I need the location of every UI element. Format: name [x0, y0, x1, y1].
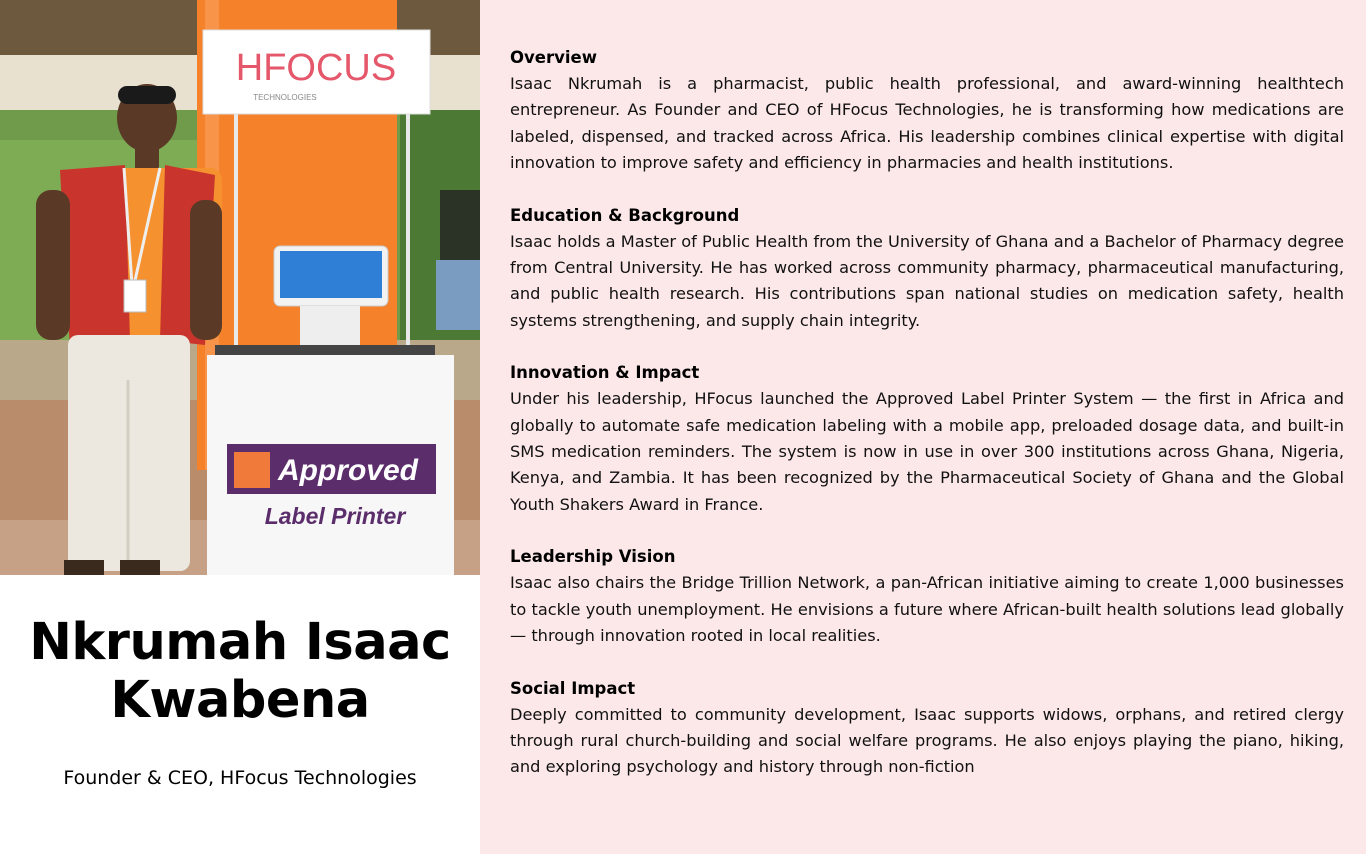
sign-brand-text: HFOCUS [235, 47, 397, 89]
person-name [0, 614, 480, 730]
bio-panel [480, 0, 1366, 854]
section-body: Isaac also chairs the Bridge Trillion Network, a pan-African initiative aiming to create 1,000 businesses to tackle youth unemployment. He envisions a future where African-built health solutions lead globally — through innovation rooted in local realities. [510, 573, 1344, 646]
section-innovation [510, 360, 1344, 518]
section-social-impact [510, 676, 1344, 781]
section-title: Education & Background [510, 205, 740, 225]
section-leadership [510, 544, 1344, 649]
section-body: Isaac holds a Master of Public Health from the University of Ghana and a Bachelor of Pharmacy degree from Central University. He has worked across community pharmacy, pharmaceutical manufacturing, and public health research. His contributions span national studies on medication safety, health systems strengthening, and supply chain integrity. [510, 231, 1344, 330]
profile-panel [0, 0, 480, 854]
name-line-2: Kwabena [110, 671, 370, 730]
sign-sub-text: TECHNOLOGIES [253, 93, 317, 102]
name-line-1: Nkrumah Isaac [29, 613, 451, 672]
section-overview [510, 45, 1344, 177]
person-role: Founder & CEO, HFocus Technologies [63, 767, 417, 789]
section-education [510, 203, 1344, 335]
section-title: Innovation & Impact [510, 363, 700, 383]
photo-illustration [0, 0, 480, 575]
profile-photo [0, 0, 480, 575]
section-body: Deeply committed to community development, Isaac supports widows, orphans, and retired clergy through rural church-building and social welfare programs. He also enjoys playing the piano, hiking, and exploring psychology and history through non-fiction [510, 704, 1344, 777]
section-body: Isaac Nkrumah is a pharmacist, public health professional, and award-winning healthtech entrepreneur. As Founder and CEO of HFocus Technologies, he is transforming how medications are labeled, dispensed, and tracked across Africa. His leadership combines clinical expertise with digital innovation to improve safety and efficiency in pharmacies and health institutions. [510, 74, 1344, 173]
section-title: Overview [510, 48, 597, 67]
stand-label-text: Label Printer [264, 503, 406, 529]
stand-brand-text: Approved [277, 454, 419, 487]
section-title: Social Impact [510, 678, 636, 698]
section-title: Leadership Vision [510, 547, 676, 567]
section-body: Under his leadership, HFocus launched the Approved Label Printer System — the first in Africa and globally to automate safe medication labeling with a mobile app, preloaded dosage data, and built-in SMS medication reminders. The system is now in use in over 300 institutions across Ghana, Nigeria, Kenya, and Zambia. It has been recognized by the Pharmaceutical Society of Ghana and the Global Youth Shakers Award in France. [510, 389, 1344, 514]
